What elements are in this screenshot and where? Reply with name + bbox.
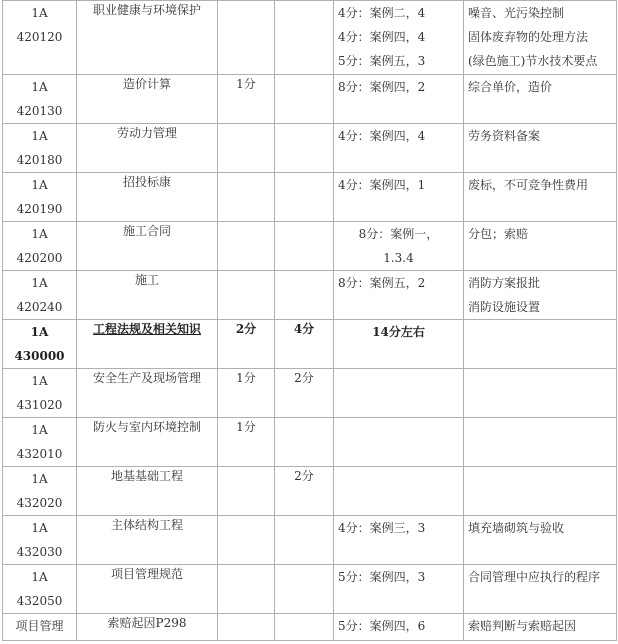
score-col-2 bbox=[275, 271, 334, 320]
score-col-1 bbox=[218, 467, 275, 516]
topic-name: 主体结构工程 bbox=[77, 516, 218, 565]
table-row bbox=[3, 271, 617, 320]
key-points: 噪音、光污染控制 固体废弃物的处理方法 (绿色施工)节水技术要点 bbox=[464, 1, 617, 75]
score-col-1 bbox=[218, 565, 275, 614]
key-points: 废标，不可竞争性费用 bbox=[464, 173, 617, 222]
score-col-1: 1分 bbox=[218, 369, 275, 418]
case-points bbox=[334, 467, 464, 516]
case-points: 4分：案例二，4 4分：案例四，4 5分：案例五，3 bbox=[334, 1, 464, 75]
topic-name: 地基基础工程 bbox=[77, 467, 218, 516]
exam-topics-table bbox=[2, 0, 617, 641]
topic-name: 施工 bbox=[77, 271, 218, 320]
topic-code: 1A 420240 bbox=[3, 271, 77, 320]
score-col-1 bbox=[218, 1, 275, 75]
topic-code: 1A 430000 bbox=[3, 320, 77, 369]
key-points: 分包；索赔 bbox=[464, 222, 617, 271]
score-col-2 bbox=[275, 614, 334, 641]
topic-code: 1A 431020 bbox=[3, 369, 77, 418]
score-col-1: 1分 bbox=[218, 418, 275, 467]
key-points bbox=[464, 320, 617, 369]
topic-code: 1A 432010 bbox=[3, 418, 77, 467]
score-col-1 bbox=[218, 124, 275, 173]
topic-code: 1A 432030 bbox=[3, 516, 77, 565]
score-col-2: 2分 bbox=[275, 369, 334, 418]
topic-code: 1A 420120 bbox=[3, 1, 77, 75]
score-col-2 bbox=[275, 75, 334, 124]
topic-name: 项目管理规范 bbox=[77, 565, 218, 614]
score-col-2 bbox=[275, 1, 334, 75]
key-points: 劳务资料备案 bbox=[464, 124, 617, 173]
table-row bbox=[3, 75, 617, 124]
score-col-1: 2分 bbox=[218, 320, 275, 369]
case-points: 8分：案例四，2 bbox=[334, 75, 464, 124]
topic-code: 1A 432050 bbox=[3, 565, 77, 614]
topic-name: 索赔起因P298 bbox=[77, 614, 218, 641]
table-row bbox=[3, 516, 617, 565]
score-col-1 bbox=[218, 222, 275, 271]
topic-code: 1A 420130 bbox=[3, 75, 77, 124]
score-col-1: 1分 bbox=[218, 75, 275, 124]
score-col-1 bbox=[218, 173, 275, 222]
score-col-1 bbox=[218, 516, 275, 565]
score-col-2: 2分 bbox=[275, 467, 334, 516]
topic-code: 1A 432020 bbox=[3, 467, 77, 516]
topic-name: 工程法规及相关知识 bbox=[77, 320, 218, 369]
table-row bbox=[3, 418, 617, 467]
table-row bbox=[3, 614, 617, 641]
table-row bbox=[3, 369, 617, 418]
topic-code: 1A 420190 bbox=[3, 173, 77, 222]
score-col-2 bbox=[275, 173, 334, 222]
case-points: 8分：案例五，2 bbox=[334, 271, 464, 320]
case-points: 4分：案例四，1 bbox=[334, 173, 464, 222]
case-points: 5分：案例四，6 bbox=[334, 614, 464, 641]
score-col-1 bbox=[218, 271, 275, 320]
topic-name: 职业健康与环境保护 bbox=[77, 1, 218, 75]
key-points: 合同管理中应执行的程序 bbox=[464, 565, 617, 614]
key-points bbox=[464, 467, 617, 516]
key-points bbox=[464, 418, 617, 467]
case-points: 4分：案例三，3 bbox=[334, 516, 464, 565]
score-col-2 bbox=[275, 418, 334, 467]
topic-name: 招投标康 bbox=[77, 173, 218, 222]
topic-name: 劳动力管理 bbox=[77, 124, 218, 173]
score-col-2 bbox=[275, 565, 334, 614]
topic-name: 防火与室内环境控制 bbox=[77, 418, 218, 467]
case-points bbox=[334, 418, 464, 467]
topic-name: 施工合同 bbox=[77, 222, 218, 271]
case-points: 14分左右 bbox=[334, 320, 464, 369]
score-col-2: 4分 bbox=[275, 320, 334, 369]
table-row bbox=[3, 173, 617, 222]
case-points: 8分：案例一， 1.3.4 bbox=[334, 222, 464, 271]
topic-code: 1A 420200 bbox=[3, 222, 77, 271]
key-points: 消防方案报批 消防设施设置 bbox=[464, 271, 617, 320]
case-points bbox=[334, 369, 464, 418]
table-row bbox=[3, 1, 617, 75]
table-row bbox=[3, 320, 617, 369]
topic-code: 1A 420180 bbox=[3, 124, 77, 173]
case-points: 4分：案例四，4 bbox=[334, 124, 464, 173]
case-points: 5分：案例四，3 bbox=[334, 565, 464, 614]
table-row bbox=[3, 222, 617, 271]
key-points: 综合单价，造价 bbox=[464, 75, 617, 124]
key-points bbox=[464, 369, 617, 418]
topic-code: 项目管理 bbox=[3, 614, 77, 641]
score-col-2 bbox=[275, 516, 334, 565]
key-points: 索赔判断与索赔起因 bbox=[464, 614, 617, 641]
score-col-1 bbox=[218, 614, 275, 641]
topic-name: 造价计算 bbox=[77, 75, 218, 124]
topic-name: 安全生产及现场管理 bbox=[77, 369, 218, 418]
score-col-2 bbox=[275, 124, 334, 173]
table-row bbox=[3, 124, 617, 173]
table-row bbox=[3, 467, 617, 516]
table-row bbox=[3, 565, 617, 614]
key-points: 填充墙砌筑与验收 bbox=[464, 516, 617, 565]
score-col-2 bbox=[275, 222, 334, 271]
